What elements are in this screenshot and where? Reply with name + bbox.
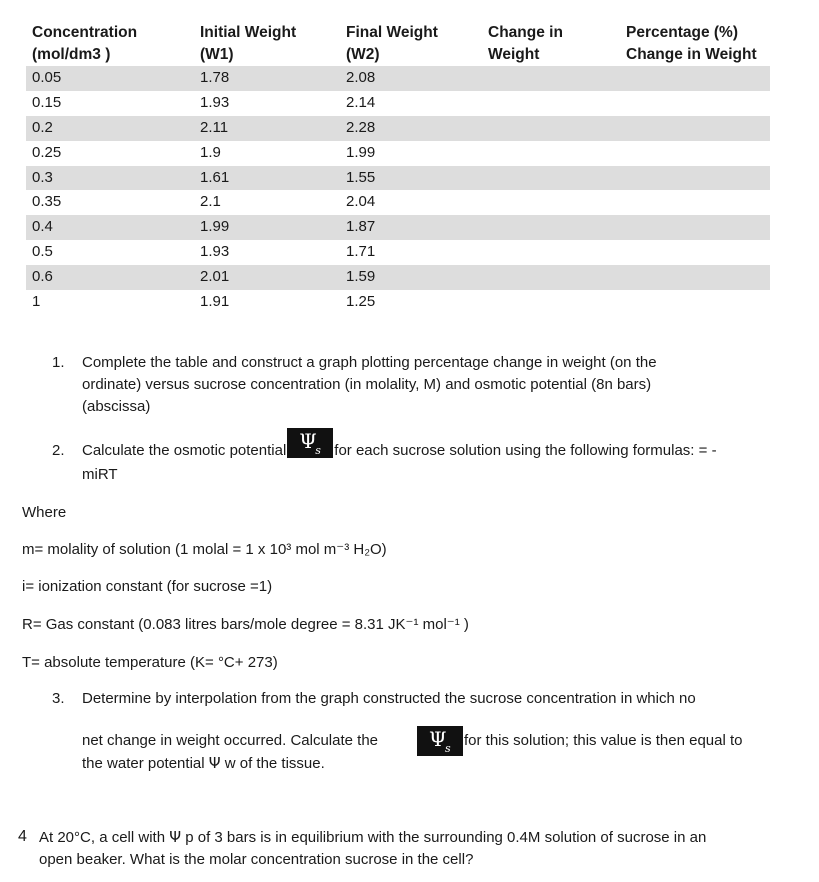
table-row <box>26 166 770 191</box>
cell-concentration: 1 <box>32 293 41 311</box>
table-row <box>26 141 770 166</box>
header-concentration: Concentration (mol/dm3 ) <box>32 24 138 63</box>
table-row <box>26 240 770 265</box>
cell-concentration: 0.3 <box>32 168 53 186</box>
psi-icon: Ψ <box>169 828 182 846</box>
cell-initial-weight: 2.01 <box>200 268 230 286</box>
cell-concentration: 0.2 <box>32 118 53 136</box>
question-4 <box>18 826 808 872</box>
table-row <box>26 265 770 290</box>
psi-icon: Ψ <box>208 754 221 772</box>
table-row <box>26 290 770 315</box>
table-row <box>26 190 770 215</box>
cell-initial-weight: 2.11 <box>200 118 229 136</box>
cell-initial-weight: 1.61 <box>200 168 230 186</box>
cell-final-weight: 1.99 <box>346 143 376 161</box>
question-text: Calculate the osmotic potential Ψ s for each sucrose solution using the following formulas: = - miRT <box>82 429 717 483</box>
cell-initial-weight: 1.91 <box>200 293 230 311</box>
table-header <box>26 18 770 66</box>
cell-concentration: 0.35 <box>32 193 62 211</box>
table-row <box>26 215 770 240</box>
cell-final-weight: 2.04 <box>346 193 376 211</box>
cell-concentration: 0.6 <box>32 268 53 286</box>
table-row <box>26 116 770 141</box>
question-1 <box>52 352 792 424</box>
cell-initial-weight: 1.9 <box>200 143 221 161</box>
cell-final-weight: 1.59 <box>346 268 376 286</box>
definition-m: m= molality of solution (1 molal = 1 x 10³ mol m⁻³ H₂O) <box>22 541 387 558</box>
cell-initial-weight: 1.99 <box>200 218 230 236</box>
cell-final-weight: 2.28 <box>346 118 376 136</box>
data-table <box>26 18 770 315</box>
definition-i: i= ionization constant (for sucrose =1) <box>22 578 273 595</box>
question-number: 4 <box>18 828 27 845</box>
cell-initial-weight: 1.78 <box>200 69 230 86</box>
cell-concentration: 0.25 <box>32 143 62 161</box>
question-number: 1. <box>52 354 65 371</box>
question-text: At 20°C, a cell with Ψ p of 3 bars is in equilibrium with the surrounding 0.4M solution of sucrose in an open beaker. What is the molar concentration sucrose in the cell? <box>39 828 707 868</box>
header-change-in-weight: Change in Weight <box>488 24 563 63</box>
cell-initial-weight: 1.93 <box>200 93 230 111</box>
cell-final-weight: 2.14 <box>346 93 376 111</box>
question-text: Determine by interpolation from the graph constructed the sucrose concentration in which no Ψ s net change in weight occurred. Calculate the for this solution; this value is then equal to the water potential Ψ w of the tissue. <box>82 690 743 772</box>
cell-concentration: 0.5 <box>32 243 53 261</box>
cell-concentration: 0.4 <box>32 218 53 236</box>
cell-final-weight: 1.55 <box>346 168 376 186</box>
cell-final-weight: 2.08 <box>346 69 376 86</box>
psi-s-symbol-image: Ψ s <box>417 726 463 756</box>
question-number: 3. <box>52 690 65 707</box>
question-text: Complete the table and construct a graph plotting percentage change in weight (on the ordinate) versus sucrose concentration (in molality, M) and osmotic potential (8n bars) (abscissa) <box>82 354 657 415</box>
header-final-weight: Final Weight (W2) <box>346 24 438 63</box>
cell-initial-weight: 2.1 <box>200 193 221 211</box>
definition-r: R= Gas constant (0.083 litres bars/mole degree = 8.31 JK⁻¹ mol⁻¹ ) <box>22 616 469 633</box>
cell-initial-weight: 1.93 <box>200 243 230 261</box>
header-percentage-change: Percentage (%) Change in Weight <box>626 24 757 63</box>
header-initial-weight: Initial Weight (W1) <box>200 24 297 63</box>
cell-final-weight: 1.25 <box>346 293 376 311</box>
table-row <box>26 66 770 91</box>
cell-concentration: 0.15 <box>32 93 62 111</box>
question-number: 2. <box>52 442 65 459</box>
cell-final-weight: 1.87 <box>346 218 376 236</box>
table-row <box>26 91 770 116</box>
psi-s-symbol-image: Ψ s <box>287 428 333 458</box>
question-2 <box>52 429 812 490</box>
cell-concentration: 0.05 <box>32 69 62 86</box>
definition-t: T= absolute temperature (K= °C+ 273) <box>22 654 278 671</box>
question-3 <box>52 688 812 778</box>
where-label: Where <box>22 504 67 521</box>
cell-final-weight: 1.71 <box>346 243 376 261</box>
